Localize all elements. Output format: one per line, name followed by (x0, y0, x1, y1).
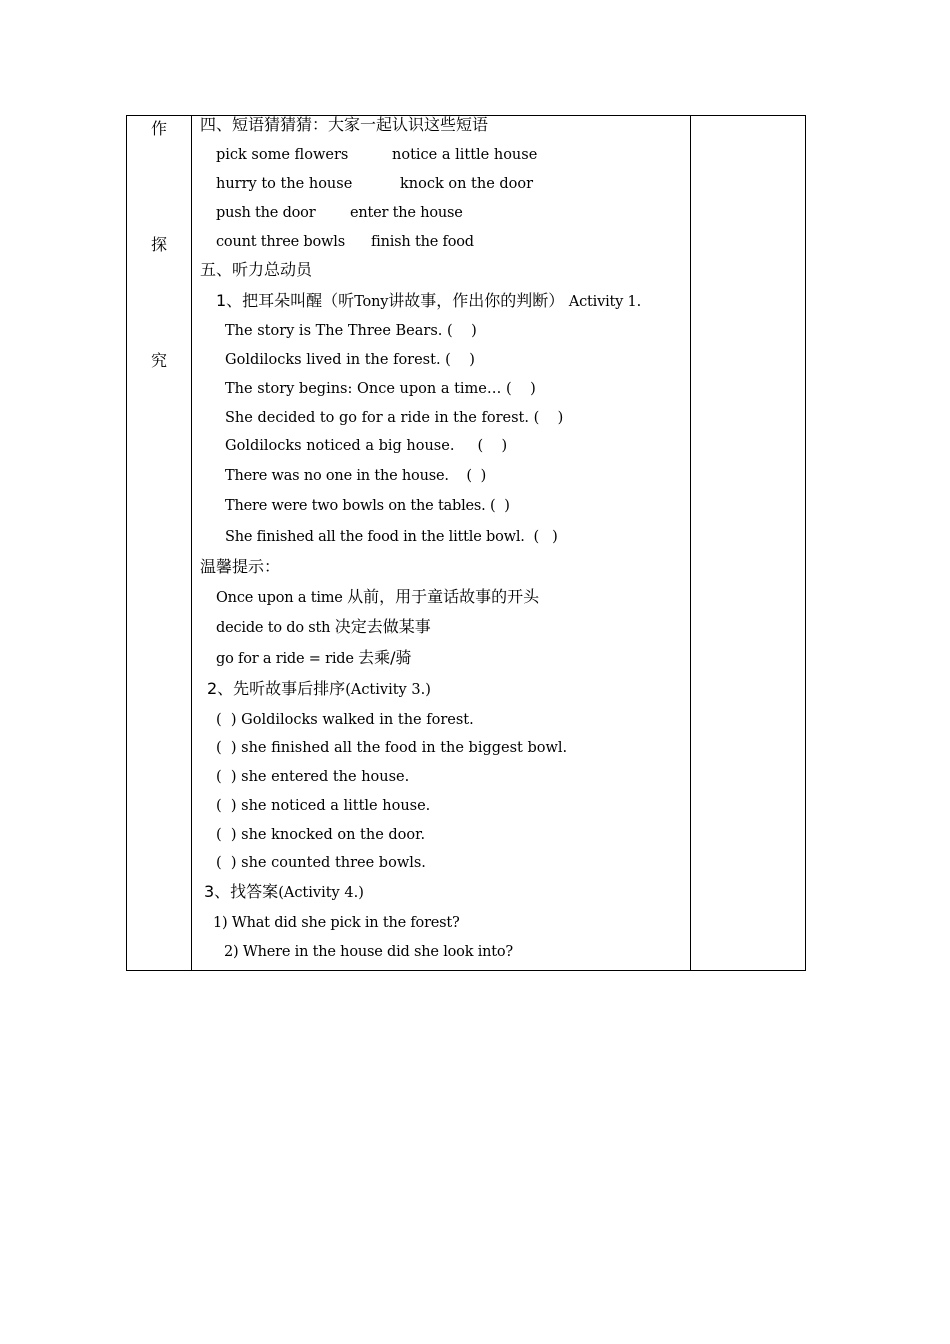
statement-1: The story is The Three Bears. ( ) (225, 323, 477, 339)
order-item-5: ( ) she knocked on the door. (216, 827, 426, 843)
part3-title-en: (Activity 4.) (278, 885, 364, 901)
phrase-4a: count three bowls (216, 234, 345, 250)
order-item-3: ( ) she entered the house. (216, 769, 410, 785)
tip-3-en: go for a ride = ride (216, 651, 359, 667)
phrase-2a: hurry to the house (216, 176, 353, 192)
statement-5: Goldilocks noticed a big house. ( ) (225, 438, 508, 454)
side-label-char-3: 究 (150, 351, 167, 370)
part2-title (207, 679, 431, 700)
side-label-char-1: 作 (150, 119, 167, 138)
order-item-6: ( ) she counted three bowls. (216, 855, 426, 871)
statement-7: There were two bowls on the tables. ( ) (225, 498, 510, 514)
statement-2: Goldilocks lived in the forest. ( ) (225, 352, 475, 368)
side-label-char-2: 探 (150, 235, 167, 254)
statement-6: There was no one in the house. ( ) (225, 468, 487, 484)
tip-3-zh: 去乘/骑 (358, 648, 412, 667)
tip-2 (216, 617, 431, 638)
tip-1-en: Once upon a time (216, 590, 348, 606)
section4-heading: 四、短语猜猜猜：大家一起认识这些短语 (200, 115, 489, 134)
phrase-1a: pick some flowers (216, 147, 349, 163)
part2-title-en: (Activity 3.) (345, 682, 431, 698)
phrase-3a: push the door (216, 205, 316, 221)
part1-title-post: Activity 1. (568, 294, 641, 310)
order-item-1: ( ) Goldilocks walked in the forest. (216, 712, 474, 728)
statement-3: The story begins: Once upon a time… ( ) (225, 381, 536, 397)
tip-1-zh: 从前，用于童话故事的开头 (347, 587, 540, 606)
column-divider-left (191, 116, 192, 970)
tip-2-en: decide to do sth (216, 620, 335, 636)
part3-title (204, 882, 364, 903)
phrase-1b: notice a little house (392, 147, 538, 163)
statement-4: She decided to go for a ride in the forest. ( ) (225, 410, 564, 426)
phrase-3b: enter the house (350, 205, 463, 221)
part3-title-zh: 3、找答案 (204, 882, 279, 901)
tip-3 (216, 648, 412, 669)
section5-heading: 五、听力总动员 (200, 260, 313, 279)
part1-title-name: Tony (354, 294, 389, 310)
question-2: 2) Where in the house did she look into? (224, 944, 513, 960)
statement-8: She finished all the food in the little bowl. ( ) (225, 529, 558, 545)
tip-2-zh: 决定去做某事 (334, 617, 431, 636)
tips-heading: 温馨提示： (200, 557, 281, 576)
part1-title-pre: 1、把耳朵叫醒（听 (216, 291, 355, 310)
tip-1 (216, 587, 539, 608)
order-item-2: ( ) she finished all the food in the biggest bowl. (216, 740, 568, 756)
phrase-4b: finish the food (371, 234, 474, 250)
column-divider-right (690, 116, 691, 970)
part2-title-zh: 2、先听故事后排序 (207, 679, 346, 698)
question-1: 1) What did she pick in the forest? (213, 915, 460, 931)
part1-title-mid: 讲故事，作出你的判断） (388, 291, 565, 310)
order-item-4: ( ) she noticed a little house. (216, 798, 431, 814)
part1-title (216, 291, 641, 312)
phrase-2b: knock on the door (400, 176, 534, 192)
